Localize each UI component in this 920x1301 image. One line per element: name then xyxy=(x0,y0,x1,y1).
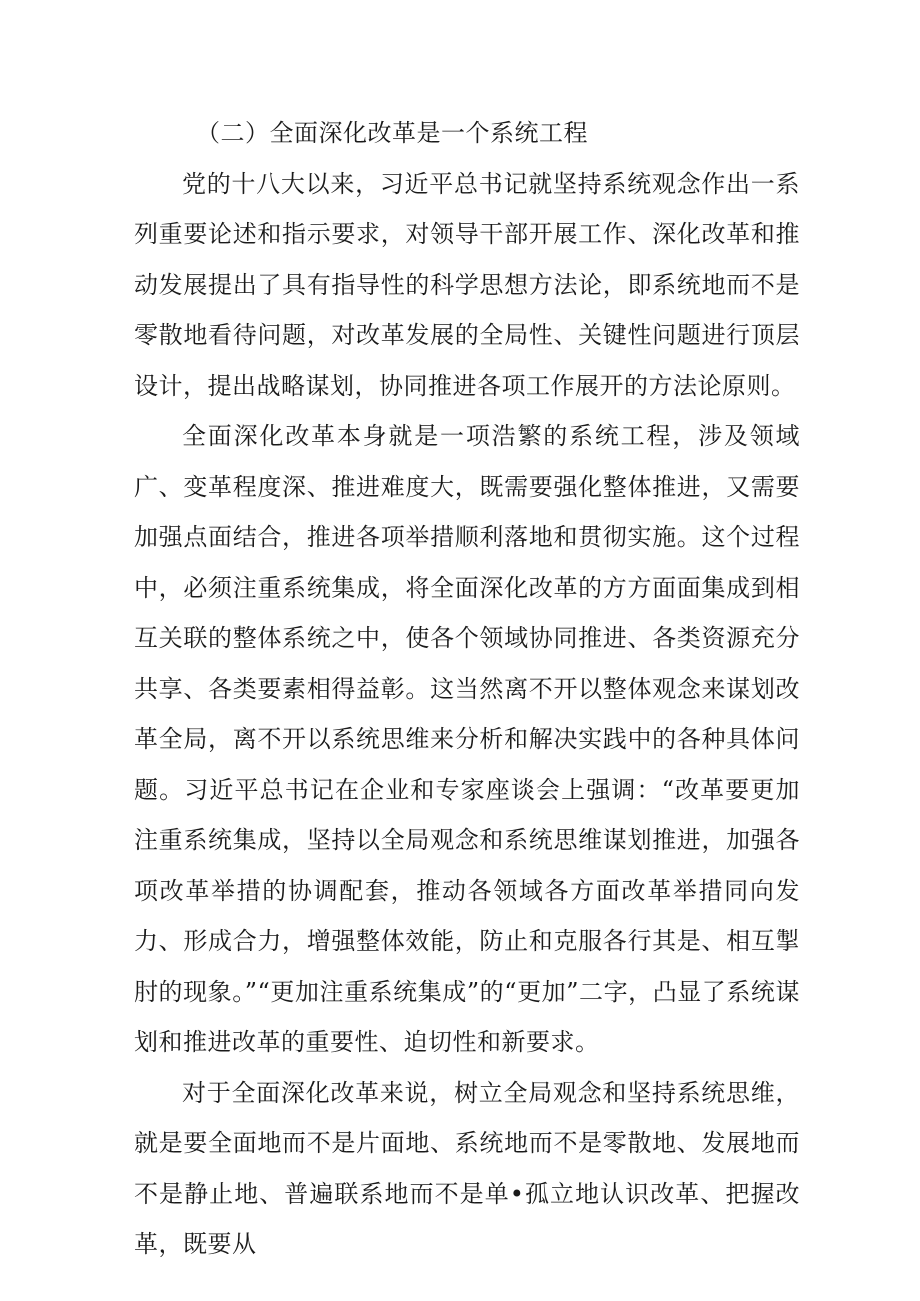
paragraph-2: 全面深化改革本身就是一项浩繁的系统工程，涉及领域广、变革程度深、推进难度大，既需要强化整体推进，又需要加强点面结合，推进各项举措顺利落地和贯彻实施。这个过程中，必须注重系统集成，将全面深化改革的方方面面集成到相互关联的整体系统之中，使各个领域协同推进、各类资源充分共享、各类要素相得益彰。这当然离不开以整体观念来谋划改革全局，离不开以系统思维来分析和解决实践中的各种具体问题。习近平总书记在企业和专家座谈会上强调：“改革要更加注重系统集成，坚持以全局观念和系统思维谋划推进，加强各项改革举措的协调配套，推动各领域各方面改革举措同向发力、形成合力，增强整体效能，防止和克服各行其是、相互掣肘的现象。”“更加注重系统集成”的“更加”二字，凸显了系统谋划和推进改革的重要性、迫切性和新要求。 xyxy=(134,422,800,1056)
paragraph-1: 党的十八大以来，习近平总书记就坚持系统观念作出一系列重要论述和指示要求，对领导干部开展工作、深化改革和推动发展提出了具有指导性的科学思想方法论，即系统地而不是零散地看待问题，对改革发展的全局性、关键性问题进行顶层设计，提出战略谋划，协同推进各项工作展开的方法论原则。 xyxy=(134,169,800,400)
paragraph-3: 对于全面深化改革来说，树立全局观念和坚持系统思维，就是要全面地而不是片面地、系统地而不是零散地、发展地而不是静止地、普遍联系地而不是单•孤立地认识改革、把握改革，既要从 xyxy=(134,1078,800,1258)
section-heading: （二）全面深化改革是一个系统工程 xyxy=(196,119,588,147)
